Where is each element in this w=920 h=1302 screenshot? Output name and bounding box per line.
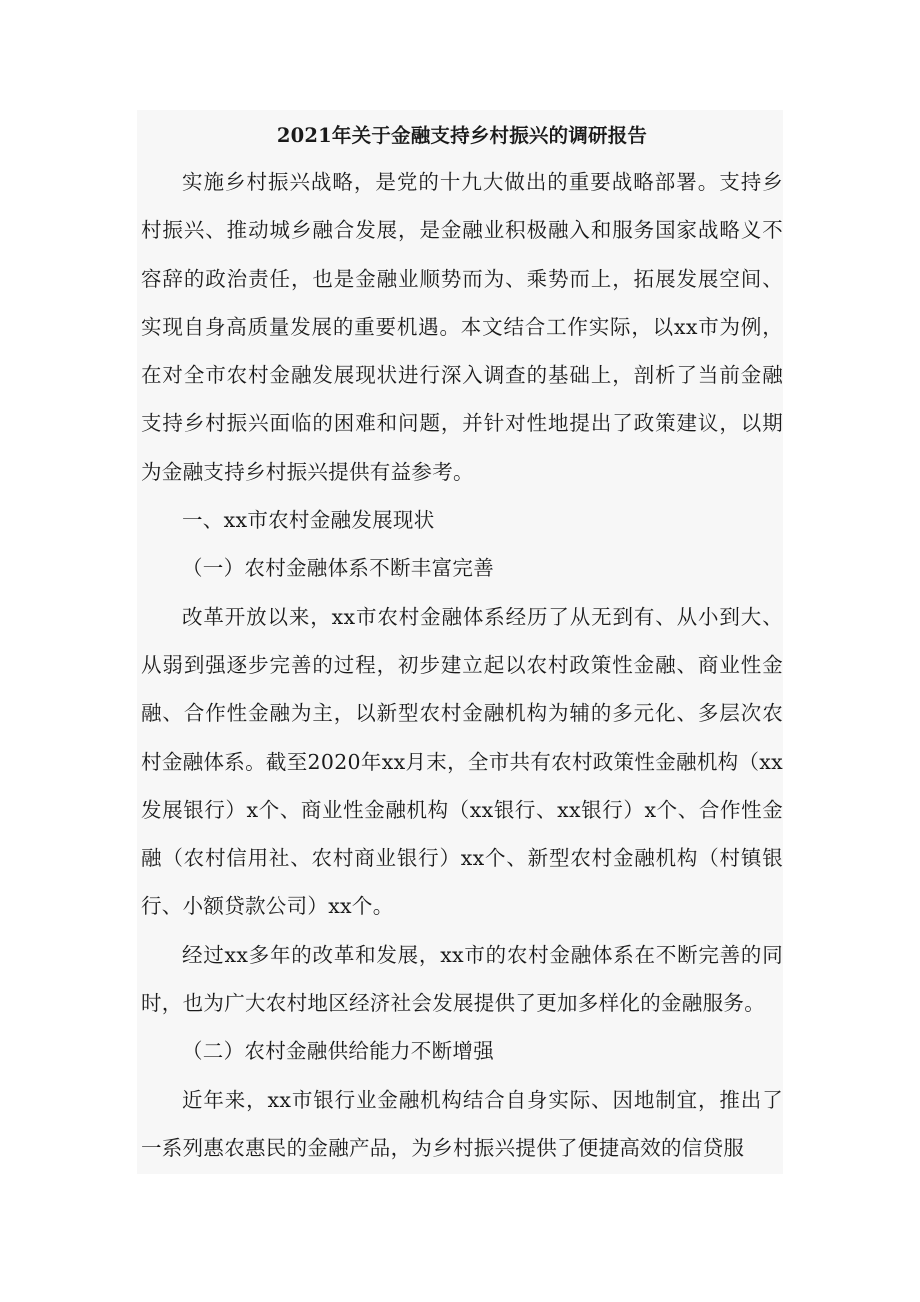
subsection-heading-2: （二）农村金融供给能力不断增强 [182, 1039, 494, 1064]
body-paragraph: 经过xx多年的改革和发展，xx市的农村金融体系在不断完善的同时，也为广大农村地区经济社会发展提供了更加多样化的金融服务。 [141, 942, 783, 1016]
section-heading-1: 一、xx市农村金融发展现状 [182, 508, 435, 533]
document-title: 2021年关于金融支持乡村振兴的调研报告 [276, 124, 648, 147]
intro-paragraph: 实施乡村振兴战略，是党的十九大做出的重要战略部署。支持乡村振兴、推动城乡融合发展，是金融业积极融入和服务国家战略义不容辞的政治责任，也是金融业顺势而为、乘势而上，拓展发展空间、实现自身高质量发展的重要机遇。本文结合工作实际，以xx市为例，在对全市农村金融发展现状进行深入调查的基础上，剖析了当前金融支持乡村振兴面临的困难和问题，并针对性地提出了政策建议，以期为金融支持乡村振兴提供有益参考。 [141, 170, 783, 484]
document-body [141, 118, 783, 1172]
body-paragraph: 改革开放以来，xx市农村金融体系经历了从无到有、从小到大、从弱到强逐步完善的过程，初步建立起以农村政策性金融、商业性金融、合作性金融为主，以新型农村金融机构为辅的多元化、多层次农村金融体系。截至2020年xx月末，全市共有农村政策性金融机构（xx发展银行）x个、商业性金融机构（xx银行、xx银行）x个、合作性金融（农村信用社、农村商业银行）xx个、新型农村金融机构（村镇银行、小额贷款公司）xx个。 [141, 604, 783, 919]
subsection-heading-1: （一）农村金融体系不断丰富完善 [182, 556, 494, 581]
body-paragraph: 近年来，xx市银行业金融机构结合自身实际、因地制宜，推出了一系列惠农惠民的金融产品，为乡村振兴提供了便捷高效的信贷服 [141, 1087, 783, 1160]
